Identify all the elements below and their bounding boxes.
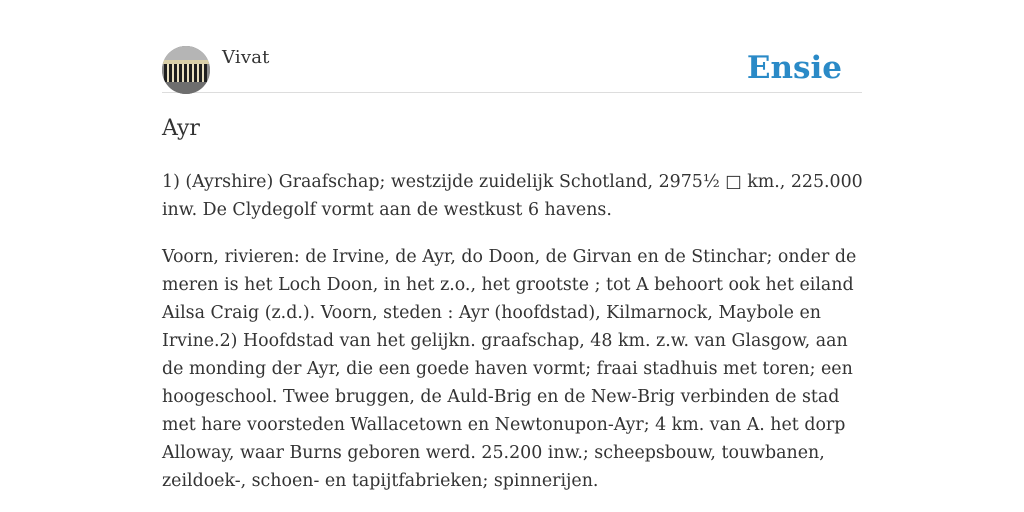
page-title: Ayr	[162, 116, 200, 141]
brand-logo[interactable]: Ensie	[746, 50, 842, 86]
avatar-image	[162, 46, 210, 94]
header	[162, 46, 862, 93]
source-name[interactable]: Vivat	[222, 47, 270, 68]
book-spines-icon[interactable]	[162, 46, 210, 94]
paragraph: 1) (Ayrshire) Graafschap; westzijde zuidelijk Schotland, 2975½ □ km., 225.000 inw. De Clydegolf vormt aan de westkust 6 havens.	[162, 172, 863, 220]
paragraph: Voorn, rivieren: de Irvine, de Ayr, do Doon, de Girvan en de Stinchar; onder de meren is het Loch Doon, in het z.o., het grootste ; tot A behoort ook het eiland Ailsa Craig (z.d.). Voorn, steden : Ayr (hoofdstad), Kilmarnock, Maybole en Irvine.2) Hoofdstad van het gelijkn. graafschap, 48 km. z.w. van Glasgow, aan de monding der Ayr, die een goede haven vormt; fraai stadhuis met toren; een hoogeschool. Twee bruggen, de Auld-Brig en de New-Brig verbinden de stad met hare voorsteden Wallacetown en Newtonupon-Ayr; 4 km. van A. het dorp Alloway, waar Burns geboren werd. 25.200 inw.; scheepsbouw, touwbanen, zeildoek-, schoen- en tapijtfabrieken; spinnerijen.	[162, 247, 857, 491]
article-body	[162, 168, 872, 512]
